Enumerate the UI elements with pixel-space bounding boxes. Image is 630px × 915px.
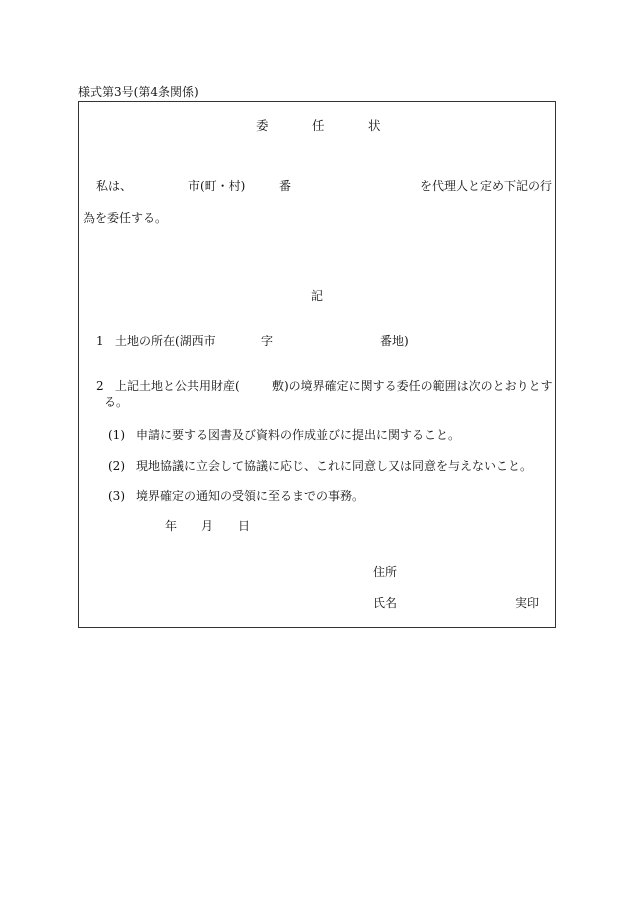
item2-text-b: 敷)の境界確定に関する委任の範囲は次のとおりとす [272,379,553,393]
title-char-3: 状 [368,118,381,133]
date-day: 日 [238,519,251,533]
date-year: 年 [165,519,178,533]
address-label: 住所 [373,565,398,579]
body-city: 市(町・村) [188,179,246,193]
body-ban: 番 [279,179,292,193]
item2-number: 2 [96,379,104,393]
item2-text-c: る。 [104,395,129,409]
item1-number: 1 [96,334,104,348]
item1-banchi: 番地) [380,334,409,348]
body-tail: を代理人と定め下記の行 [420,179,553,193]
body-line-2: 為を委任する。 [83,211,168,225]
title-char-2: 任 [312,118,325,133]
title-char-1: 委 [256,118,269,133]
date-month: 月 [201,519,214,533]
subitem-3-number: (3) [108,489,125,503]
subitem-3-text: 境界確定の通知の受領に至るまでの事務。 [136,489,365,503]
subitem-1-text: 申請に要する図書及び資料の作成並びに提出に関すること。 [136,428,461,442]
form-number-label: 様式第3号(第4条関係) [78,85,199,99]
ki-heading: 記 [311,289,324,303]
subitem-2-text: 現地協議に立会して協議に応じ、これに同意し又は同意を与えないこと。 [136,459,533,473]
item2-text-a: 上記土地と公共用財産( [115,379,240,393]
subitem-1-number: (1) [108,428,125,442]
subitem-2-number: (2) [108,459,125,473]
seal-label: 実印 [515,596,540,610]
name-label: 氏名 [373,596,398,610]
body-watashiwa: 私は、 [96,179,133,193]
item1-aza: 字 [261,334,274,348]
item1-text: 土地の所在(湖西市 [115,334,216,348]
